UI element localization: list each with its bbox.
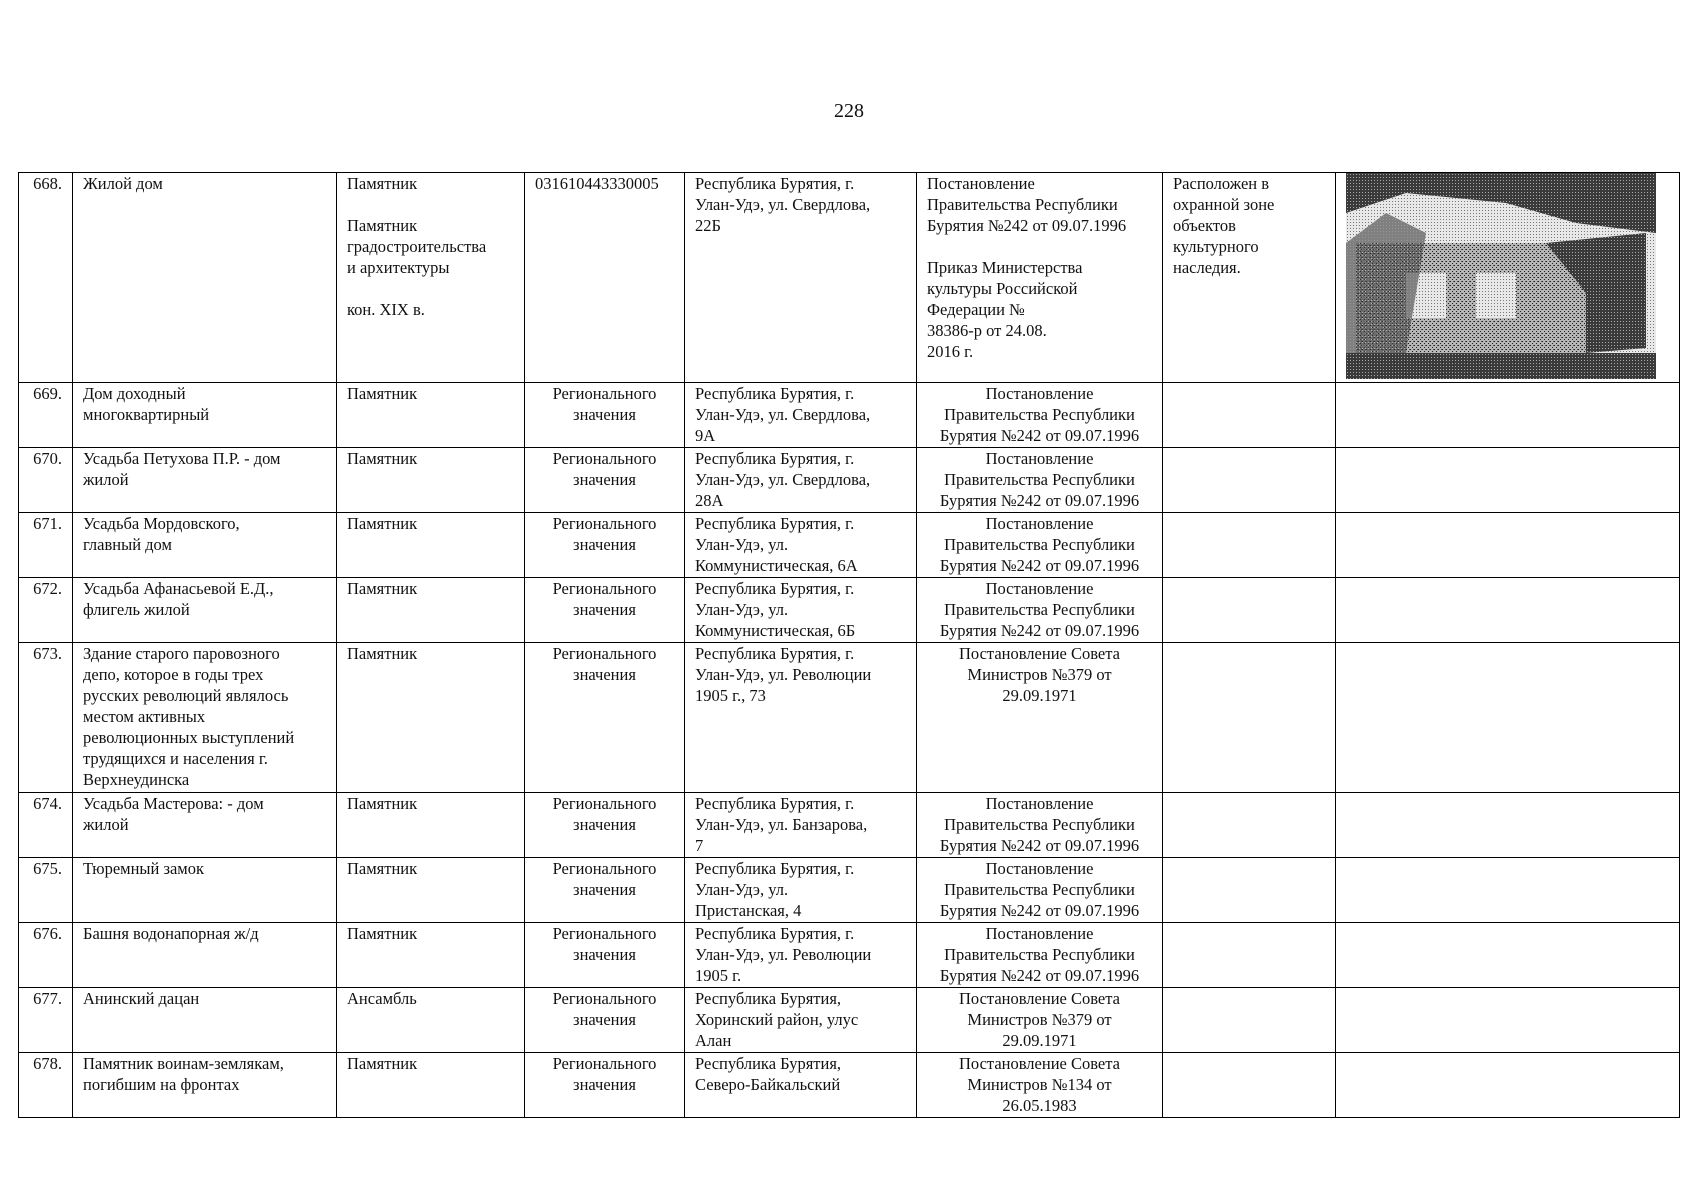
page-number: 228 [834,100,864,122]
photo-cell [1336,383,1680,448]
significance: Регионального значения [525,383,685,448]
legal-document: Постановление Правительства Республики Бурятия №242 от 09.07.1996 [917,513,1163,578]
row-number: 676. [19,923,73,988]
photo-cell [1336,173,1680,383]
photo-cell [1336,643,1680,793]
row-number: 677. [19,988,73,1053]
object-note: Расположен в охранной зоне объектов культурного наследия. [1163,173,1336,383]
object-address: Республика Бурятия, г. Улан-Удэ, ул. Свердлова, 9А [685,383,917,448]
table-row [19,923,1680,988]
object-name: Жилой дом [73,173,337,383]
object-name: Усадьба Петухова П.Р. - дом жилой [73,448,337,513]
row-number: 668. [19,173,73,383]
object-name: Башня водонапорная ж/д [73,923,337,988]
significance: Регионального значения [525,923,685,988]
object-type: Памятник [337,448,525,513]
object-address: Республика Бурятия, г. Улан-Удэ, ул. Банзарова, 7 [685,793,917,858]
table-row [19,988,1680,1053]
row-number: 670. [19,448,73,513]
object-name: Усадьба Мастерова: - дом жилой [73,793,337,858]
object-note [1163,793,1336,858]
legal-document: Постановление Совета Министров №379 от 29.09.1971 [917,643,1163,793]
row-number: 673. [19,643,73,793]
object-type: Ансамбль [337,988,525,1053]
table-row [19,513,1680,578]
legal-document: Постановление Правительства Республики Бурятия №242 от 09.07.1996 [917,578,1163,643]
table-row [19,383,1680,448]
object-name: Усадьба Мордовского, главный дом [73,513,337,578]
row-number: 669. [19,383,73,448]
registry-number: 031610443330005 [525,173,685,383]
object-type: Памятник [337,383,525,448]
object-name: Тюремный замок [73,858,337,923]
object-note [1163,643,1336,793]
object-address: Республика Бурятия, г. Улан-Удэ, ул. Свердлова, 28А [685,448,917,513]
object-type: Памятник [337,858,525,923]
object-note [1163,923,1336,988]
significance: Регионального значения [525,643,685,793]
object-note [1163,383,1336,448]
row-number: 674. [19,793,73,858]
legal-document: Постановление Правительства Республики Бурятия №242 от 09.07.1996 [917,448,1163,513]
legal-document: Постановление Правительства Республики Бурятия №242 от 09.07.1996 [917,923,1163,988]
object-address: Республика Бурятия, г. Улан-Удэ, ул. Коммунистическая, 6А [685,513,917,578]
photo-cell [1336,448,1680,513]
table-row [19,448,1680,513]
legal-document: Постановление Правительства Республики Бурятия №242 от 09.07.1996 [917,383,1163,448]
table-row [19,643,1680,793]
object-note [1163,578,1336,643]
object-name: Здание старого паровозного депо, которое в годы трех русских революций являлось местом активных революционных выступлений трудящихся и населения г. Верхнеудинска [73,643,337,793]
row-number: 678. [19,1053,73,1118]
object-note [1163,1053,1336,1118]
row-number: 671. [19,513,73,578]
photo-cell [1336,793,1680,858]
object-note [1163,513,1336,578]
significance: Регионального значения [525,1053,685,1118]
legal-document: Постановление Правительства Республики Бурятия №242 от 09.07.1996 [917,858,1163,923]
object-address: Республика Бурятия, Северо-Байкальский [685,1053,917,1118]
legal-document: Постановление Правительства Республики Бурятия №242 от 09.07.1996 [917,793,1163,858]
object-address: Республика Бурятия, г. Улан-Удэ, ул. Пристанская, 4 [685,858,917,923]
table-row [19,173,1680,383]
object-note [1163,448,1336,513]
building-photo [1346,173,1656,379]
legal-document: Постановление Правительства Республики Бурятия №242 от 09.07.1996 Приказ Министерства культуры Российской Федерации № 38386-р от 24.08. 2016 г. [917,173,1163,383]
photo-cell [1336,578,1680,643]
heritage-registry-table [18,172,1680,1118]
object-address: Республика Бурятия, г. Улан-Удэ, ул. Коммунистическая, 6Б [685,578,917,643]
table-row [19,1053,1680,1118]
object-address: Республика Бурятия, г. Улан-Удэ, ул. Революции 1905 г., 73 [685,643,917,793]
object-type: Памятник [337,793,525,858]
table-row [19,793,1680,858]
table-row [19,578,1680,643]
significance: Регионального значения [525,513,685,578]
photo-cell [1336,858,1680,923]
photo-cell [1336,923,1680,988]
photo-cell [1336,1053,1680,1118]
object-note [1163,988,1336,1053]
object-name: Анинский дацан [73,988,337,1053]
object-type: Памятник [337,923,525,988]
object-address: Республика Бурятия, Хоринский район, улус Алан [685,988,917,1053]
legal-document: Постановление Совета Министров №379 от 29.09.1971 [917,988,1163,1053]
object-type: Памятник [337,513,525,578]
object-type: Памятник [337,643,525,793]
object-note [1163,858,1336,923]
object-type: Памятник [337,1053,525,1118]
object-type: Памятник [337,578,525,643]
table-row [19,858,1680,923]
significance: Регионального значения [525,793,685,858]
significance: Регионального значения [525,988,685,1053]
significance: Регионального значения [525,858,685,923]
photo-cell [1336,513,1680,578]
significance: Регионального значения [525,578,685,643]
object-address: Республика Бурятия, г. Улан-Удэ, ул. Революции 1905 г. [685,923,917,988]
object-address: Республика Бурятия, г. Улан-Удэ, ул. Свердлова, 22Б [685,173,917,383]
object-type: Памятник Памятник градостроительства и архитектуры кон. XIX в. [337,173,525,383]
legal-document: Постановление Совета Министров №134 от 26.05.1983 [917,1053,1163,1118]
object-name: Памятник воинам-землякам, погибшим на фронтах [73,1053,337,1118]
row-number: 672. [19,578,73,643]
significance: Регионального значения [525,448,685,513]
photo-cell [1336,988,1680,1053]
object-name: Усадьба Афанасьевой Е.Д., флигель жилой [73,578,337,643]
row-number: 675. [19,858,73,923]
object-name: Дом доходный многоквартирный [73,383,337,448]
